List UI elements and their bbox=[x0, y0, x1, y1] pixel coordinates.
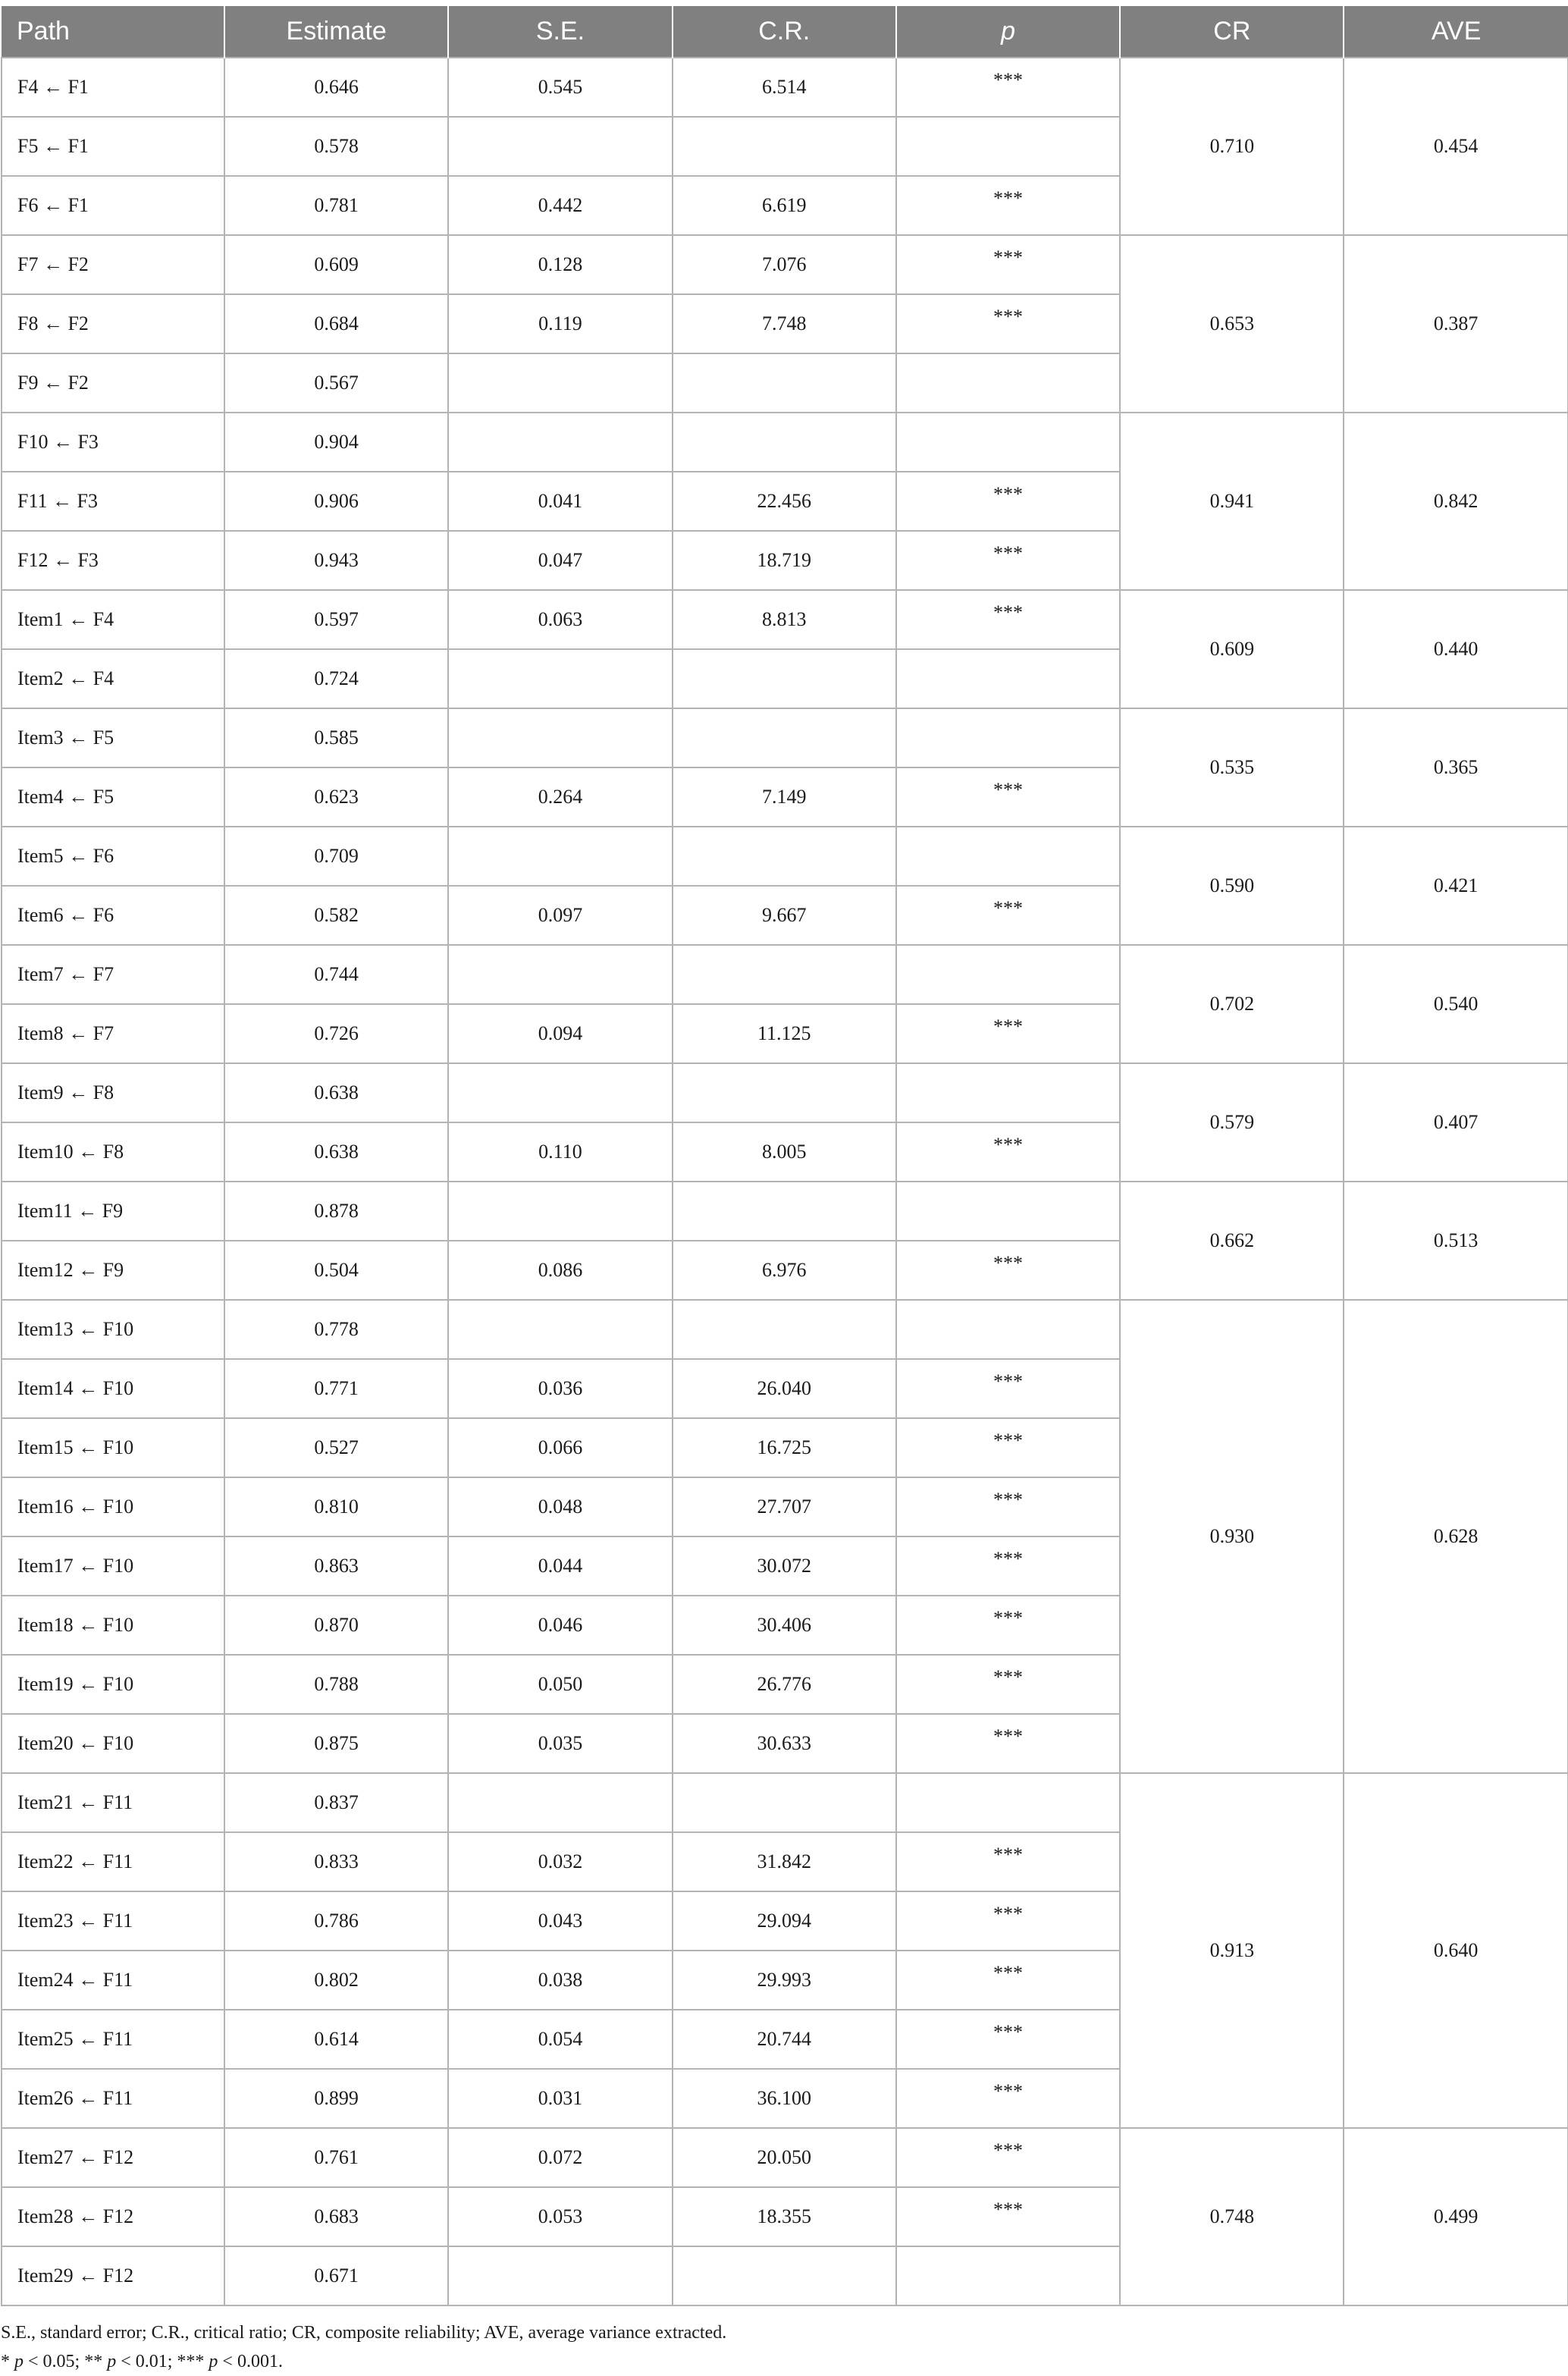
cfa-results-table bbox=[1, 6, 1568, 2306]
estimate-cell: 0.878 bbox=[224, 1182, 448, 1241]
estimate-cell: 0.863 bbox=[224, 1536, 448, 1596]
path-cell: Item24 ← F11 bbox=[2, 1951, 224, 2010]
cr-ratio-cell: 11.125 bbox=[673, 1004, 896, 1063]
cr-ratio-cell bbox=[673, 1182, 896, 1241]
cr-ratio-cell: 31.842 bbox=[673, 1832, 896, 1891]
cr-ratio-cell: 18.719 bbox=[673, 531, 896, 590]
p-value-cell: *** bbox=[896, 235, 1120, 294]
path-cell: Item9 ← F8 bbox=[2, 1063, 224, 1122]
se-cell bbox=[448, 649, 672, 708]
p-value-cell: *** bbox=[896, 590, 1120, 649]
p-value-cell: *** bbox=[896, 2128, 1120, 2187]
cr-ratio-cell bbox=[673, 1773, 896, 1832]
p-value-cell: *** bbox=[896, 1832, 1120, 1891]
p-value-cell bbox=[896, 1773, 1120, 1832]
se-cell bbox=[448, 708, 672, 767]
path-cell: Item29 ← F12 bbox=[2, 2246, 224, 2305]
se-cell: 0.054 bbox=[448, 2010, 672, 2069]
ave-cell: 0.387 bbox=[1344, 235, 1567, 413]
table-row bbox=[2, 235, 1568, 294]
se-cell: 0.097 bbox=[448, 886, 672, 945]
estimate-cell: 0.771 bbox=[224, 1359, 448, 1418]
composite-reliability-cell: 0.653 bbox=[1120, 235, 1344, 413]
p-value-cell: *** bbox=[896, 2010, 1120, 2069]
composite-reliability-cell: 0.930 bbox=[1120, 1300, 1344, 1773]
sig-rest: < 0.01; *** bbox=[116, 2352, 209, 2371]
ave-cell: 0.365 bbox=[1344, 708, 1567, 827]
path-cell: F6 ← F1 bbox=[2, 176, 224, 235]
path-cell: F12 ← F3 bbox=[2, 531, 224, 590]
composite-reliability-cell: 0.748 bbox=[1120, 2128, 1344, 2305]
cr-ratio-cell bbox=[673, 827, 896, 886]
cr-ratio-cell: 7.149 bbox=[673, 767, 896, 827]
estimate-cell: 0.904 bbox=[224, 413, 448, 472]
estimate-cell: 0.567 bbox=[224, 353, 448, 413]
cr-ratio-cell bbox=[673, 945, 896, 1004]
path-cell: Item6 ← F6 bbox=[2, 886, 224, 945]
p-value-cell: *** bbox=[896, 1655, 1120, 1714]
cr-ratio-cell: 20.050 bbox=[673, 2128, 896, 2187]
estimate-cell: 0.786 bbox=[224, 1891, 448, 1951]
sig-p: p bbox=[209, 2352, 218, 2371]
header-row bbox=[2, 6, 1568, 58]
estimate-cell: 0.638 bbox=[224, 1063, 448, 1122]
header-cr: CR bbox=[1120, 6, 1344, 58]
table-row bbox=[2, 708, 1568, 767]
table-row bbox=[2, 827, 1568, 886]
composite-reliability-cell: 0.609 bbox=[1120, 590, 1344, 708]
estimate-cell: 0.761 bbox=[224, 2128, 448, 2187]
se-cell: 0.442 bbox=[448, 176, 672, 235]
ave-cell: 0.513 bbox=[1344, 1182, 1567, 1300]
estimate-cell: 0.684 bbox=[224, 294, 448, 353]
se-cell: 0.119 bbox=[448, 294, 672, 353]
composite-reliability-cell: 0.535 bbox=[1120, 708, 1344, 827]
cr-ratio-cell: 8.005 bbox=[673, 1122, 896, 1182]
header-ave: AVE bbox=[1344, 6, 1567, 58]
estimate-cell: 0.671 bbox=[224, 2246, 448, 2305]
ave-cell: 0.454 bbox=[1344, 58, 1567, 235]
table-row bbox=[2, 1182, 1568, 1241]
se-cell bbox=[448, 353, 672, 413]
ave-cell: 0.407 bbox=[1344, 1063, 1567, 1182]
path-cell: Item7 ← F7 bbox=[2, 945, 224, 1004]
estimate-cell: 0.833 bbox=[224, 1832, 448, 1891]
table-notes bbox=[1, 2318, 1568, 2376]
ave-cell: 0.640 bbox=[1344, 1773, 1567, 2128]
se-cell: 0.053 bbox=[448, 2187, 672, 2246]
table-row bbox=[2, 58, 1568, 117]
se-cell: 0.041 bbox=[448, 472, 672, 531]
cr-ratio-cell: 16.725 bbox=[673, 1418, 896, 1477]
path-cell: Item5 ← F6 bbox=[2, 827, 224, 886]
p-value-cell: *** bbox=[896, 1714, 1120, 1773]
cr-ratio-cell: 27.707 bbox=[673, 1477, 896, 1536]
header-se: S.E. bbox=[448, 6, 672, 58]
path-cell: Item25 ← F11 bbox=[2, 2010, 224, 2069]
path-cell: Item1 ← F4 bbox=[2, 590, 224, 649]
p-value-cell bbox=[896, 117, 1120, 176]
composite-reliability-cell: 0.702 bbox=[1120, 945, 1344, 1063]
cr-ratio-cell: 30.406 bbox=[673, 1596, 896, 1655]
se-cell: 0.545 bbox=[448, 58, 672, 117]
path-cell: Item4 ← F5 bbox=[2, 767, 224, 827]
se-cell: 0.032 bbox=[448, 1832, 672, 1891]
estimate-cell: 0.744 bbox=[224, 945, 448, 1004]
header-p: p bbox=[896, 6, 1120, 58]
path-cell: Item16 ← F10 bbox=[2, 1477, 224, 1536]
p-value-cell bbox=[896, 353, 1120, 413]
estimate-cell: 0.906 bbox=[224, 472, 448, 531]
p-value-cell bbox=[896, 649, 1120, 708]
path-cell: F7 ← F2 bbox=[2, 235, 224, 294]
composite-reliability-cell: 0.579 bbox=[1120, 1063, 1344, 1182]
path-cell: Item21 ← F11 bbox=[2, 1773, 224, 1832]
estimate-cell: 0.802 bbox=[224, 1951, 448, 2010]
path-cell: Item18 ← F10 bbox=[2, 1596, 224, 1655]
p-value-cell bbox=[896, 1063, 1120, 1122]
p-value-cell: *** bbox=[896, 2187, 1120, 2246]
se-cell bbox=[448, 2246, 672, 2305]
table-row bbox=[2, 413, 1568, 472]
estimate-cell: 0.724 bbox=[224, 649, 448, 708]
table-row bbox=[2, 590, 1568, 649]
composite-reliability-cell: 0.913 bbox=[1120, 1773, 1344, 2128]
cr-ratio-cell: 26.040 bbox=[673, 1359, 896, 1418]
path-cell: Item15 ← F10 bbox=[2, 1418, 224, 1477]
cr-ratio-cell: 29.094 bbox=[673, 1891, 896, 1951]
path-cell: Item2 ← F4 bbox=[2, 649, 224, 708]
se-cell: 0.066 bbox=[448, 1418, 672, 1477]
p-value-cell bbox=[896, 827, 1120, 886]
sig-p: p bbox=[107, 2352, 117, 2371]
estimate-cell: 0.709 bbox=[224, 827, 448, 886]
abbreviations-note: S.E., standard error; C.R., critical ratio; CR, composite reliability; AVE, average variance extracted. bbox=[1, 2323, 727, 2343]
cr-ratio-cell: 36.100 bbox=[673, 2069, 896, 2128]
p-value-cell bbox=[896, 1300, 1120, 1359]
path-cell: Item13 ← F10 bbox=[2, 1300, 224, 1359]
estimate-cell: 0.875 bbox=[224, 1714, 448, 1773]
estimate-cell: 0.781 bbox=[224, 176, 448, 235]
estimate-cell: 0.646 bbox=[224, 58, 448, 117]
se-cell: 0.264 bbox=[448, 767, 672, 827]
p-value-cell: *** bbox=[896, 1477, 1120, 1536]
cr-ratio-cell bbox=[673, 708, 896, 767]
table-row bbox=[2, 1773, 1568, 1832]
table-body bbox=[2, 58, 1568, 2305]
estimate-cell: 0.778 bbox=[224, 1300, 448, 1359]
cr-ratio-cell: 22.456 bbox=[673, 472, 896, 531]
cr-ratio-cell: 9.667 bbox=[673, 886, 896, 945]
estimate-cell: 0.683 bbox=[224, 2187, 448, 2246]
p-value-cell: *** bbox=[896, 294, 1120, 353]
path-cell: F5 ← F1 bbox=[2, 117, 224, 176]
se-cell: 0.086 bbox=[448, 1241, 672, 1300]
estimate-cell: 0.585 bbox=[224, 708, 448, 767]
estimate-cell: 0.810 bbox=[224, 1477, 448, 1536]
path-cell: Item8 ← F7 bbox=[2, 1004, 224, 1063]
estimate-cell: 0.578 bbox=[224, 117, 448, 176]
p-value-cell: *** bbox=[896, 2069, 1120, 2128]
header-estimate: Estimate bbox=[224, 6, 448, 58]
sig-p: p bbox=[14, 2352, 24, 2371]
p-value-cell: *** bbox=[896, 1596, 1120, 1655]
path-cell: Item19 ← F10 bbox=[2, 1655, 224, 1714]
header-path: Path bbox=[2, 6, 224, 58]
path-cell: F11 ← F3 bbox=[2, 472, 224, 531]
se-cell: 0.031 bbox=[448, 2069, 672, 2128]
se-cell: 0.047 bbox=[448, 531, 672, 590]
path-cell: Item23 ← F11 bbox=[2, 1891, 224, 1951]
estimate-cell: 0.614 bbox=[224, 2010, 448, 2069]
se-cell bbox=[448, 945, 672, 1004]
se-cell: 0.036 bbox=[448, 1359, 672, 1418]
estimate-cell: 0.582 bbox=[224, 886, 448, 945]
se-cell: 0.046 bbox=[448, 1596, 672, 1655]
estimate-cell: 0.870 bbox=[224, 1596, 448, 1655]
se-cell: 0.038 bbox=[448, 1951, 672, 2010]
ave-cell: 0.842 bbox=[1344, 413, 1567, 590]
se-cell: 0.043 bbox=[448, 1891, 672, 1951]
se-cell: 0.044 bbox=[448, 1536, 672, 1596]
cr-ratio-cell: 7.748 bbox=[673, 294, 896, 353]
estimate-cell: 0.609 bbox=[224, 235, 448, 294]
composite-reliability-cell: 0.662 bbox=[1120, 1182, 1344, 1300]
path-cell: Item10 ← F8 bbox=[2, 1122, 224, 1182]
p-value-cell: *** bbox=[896, 472, 1120, 531]
se-cell: 0.063 bbox=[448, 590, 672, 649]
ave-cell: 0.628 bbox=[1344, 1300, 1567, 1773]
p-value-cell bbox=[896, 413, 1120, 472]
se-cell: 0.094 bbox=[448, 1004, 672, 1063]
cr-ratio-cell: 7.076 bbox=[673, 235, 896, 294]
path-cell: Item3 ← F5 bbox=[2, 708, 224, 767]
se-cell bbox=[448, 1300, 672, 1359]
sig-rest: < 0.001. bbox=[218, 2352, 283, 2371]
cr-ratio-cell bbox=[673, 2246, 896, 2305]
cr-ratio-cell: 20.744 bbox=[673, 2010, 896, 2069]
p-value-cell: *** bbox=[896, 1951, 1120, 2010]
p-value-cell: *** bbox=[896, 1122, 1120, 1182]
estimate-cell: 0.597 bbox=[224, 590, 448, 649]
estimate-cell: 0.726 bbox=[224, 1004, 448, 1063]
estimate-cell: 0.527 bbox=[224, 1418, 448, 1477]
p-value-cell: *** bbox=[896, 1241, 1120, 1300]
p-value-cell bbox=[896, 1182, 1120, 1241]
ave-cell: 0.440 bbox=[1344, 590, 1567, 708]
se-cell bbox=[448, 827, 672, 886]
se-cell bbox=[448, 1773, 672, 1832]
path-cell: F10 ← F3 bbox=[2, 413, 224, 472]
se-cell: 0.072 bbox=[448, 2128, 672, 2187]
cr-ratio-cell: 30.072 bbox=[673, 1536, 896, 1596]
se-cell: 0.110 bbox=[448, 1122, 672, 1182]
path-cell: Item26 ← F11 bbox=[2, 2069, 224, 2128]
path-cell: F9 ← F2 bbox=[2, 353, 224, 413]
p-value-cell: *** bbox=[896, 1359, 1120, 1418]
estimate-cell: 0.899 bbox=[224, 2069, 448, 2128]
path-cell: Item17 ← F10 bbox=[2, 1536, 224, 1596]
sig-prefix: * bbox=[1, 2352, 14, 2371]
path-cell: Item20 ← F10 bbox=[2, 1714, 224, 1773]
composite-reliability-cell: 0.941 bbox=[1120, 413, 1344, 590]
ave-cell: 0.540 bbox=[1344, 945, 1567, 1063]
p-value-cell: *** bbox=[896, 176, 1120, 235]
p-value-cell: *** bbox=[896, 58, 1120, 117]
cr-ratio-cell: 6.514 bbox=[673, 58, 896, 117]
cr-ratio-cell bbox=[673, 1063, 896, 1122]
path-cell: Item27 ← F12 bbox=[2, 2128, 224, 2187]
se-cell: 0.035 bbox=[448, 1714, 672, 1773]
p-value-cell: *** bbox=[896, 1891, 1120, 1951]
cr-ratio-cell bbox=[673, 1300, 896, 1359]
p-value-cell bbox=[896, 945, 1120, 1004]
cr-ratio-cell: 30.633 bbox=[673, 1714, 896, 1773]
significance-note bbox=[1, 2347, 1568, 2376]
se-cell: 0.128 bbox=[448, 235, 672, 294]
se-cell bbox=[448, 117, 672, 176]
se-cell bbox=[448, 1182, 672, 1241]
path-cell: Item22 ← F11 bbox=[2, 1832, 224, 1891]
path-cell: Item28 ← F12 bbox=[2, 2187, 224, 2246]
header-cr-ratio: C.R. bbox=[673, 6, 896, 58]
ave-cell: 0.499 bbox=[1344, 2128, 1567, 2305]
estimate-cell: 0.504 bbox=[224, 1241, 448, 1300]
path-cell: F8 ← F2 bbox=[2, 294, 224, 353]
p-value-cell: *** bbox=[896, 531, 1120, 590]
cr-ratio-cell bbox=[673, 353, 896, 413]
cr-ratio-cell: 26.776 bbox=[673, 1655, 896, 1714]
se-cell: 0.050 bbox=[448, 1655, 672, 1714]
path-cell: F4 ← F1 bbox=[2, 58, 224, 117]
estimate-cell: 0.638 bbox=[224, 1122, 448, 1182]
estimate-cell: 0.943 bbox=[224, 531, 448, 590]
cr-ratio-cell: 29.993 bbox=[673, 1951, 896, 2010]
p-value-cell: *** bbox=[896, 1418, 1120, 1477]
composite-reliability-cell: 0.590 bbox=[1120, 827, 1344, 945]
cr-ratio-cell bbox=[673, 117, 896, 176]
p-value-cell bbox=[896, 708, 1120, 767]
table-row bbox=[2, 1300, 1568, 1359]
p-value-cell: *** bbox=[896, 1004, 1120, 1063]
cr-ratio-cell: 18.355 bbox=[673, 2187, 896, 2246]
estimate-cell: 0.788 bbox=[224, 1655, 448, 1714]
estimate-cell: 0.623 bbox=[224, 767, 448, 827]
p-value-cell: *** bbox=[896, 767, 1120, 827]
se-cell bbox=[448, 413, 672, 472]
ave-cell: 0.421 bbox=[1344, 827, 1567, 945]
cr-ratio-cell: 8.813 bbox=[673, 590, 896, 649]
p-value-cell: *** bbox=[896, 886, 1120, 945]
table-row bbox=[2, 945, 1568, 1004]
estimate-cell: 0.837 bbox=[224, 1773, 448, 1832]
table-header bbox=[2, 6, 1568, 58]
cr-ratio-cell bbox=[673, 649, 896, 708]
path-cell: Item12 ← F9 bbox=[2, 1241, 224, 1300]
table-row bbox=[2, 1063, 1568, 1122]
se-cell: 0.048 bbox=[448, 1477, 672, 1536]
p-value-cell: *** bbox=[896, 1536, 1120, 1596]
cr-ratio-cell: 6.976 bbox=[673, 1241, 896, 1300]
cr-ratio-cell bbox=[673, 413, 896, 472]
composite-reliability-cell: 0.710 bbox=[1120, 58, 1344, 235]
cr-ratio-cell: 6.619 bbox=[673, 176, 896, 235]
se-cell bbox=[448, 1063, 672, 1122]
table-row bbox=[2, 2128, 1568, 2187]
p-value-cell bbox=[896, 2246, 1120, 2305]
sig-rest: < 0.05; ** bbox=[24, 2352, 108, 2371]
path-cell: Item14 ← F10 bbox=[2, 1359, 224, 1418]
path-cell: Item11 ← F9 bbox=[2, 1182, 224, 1241]
